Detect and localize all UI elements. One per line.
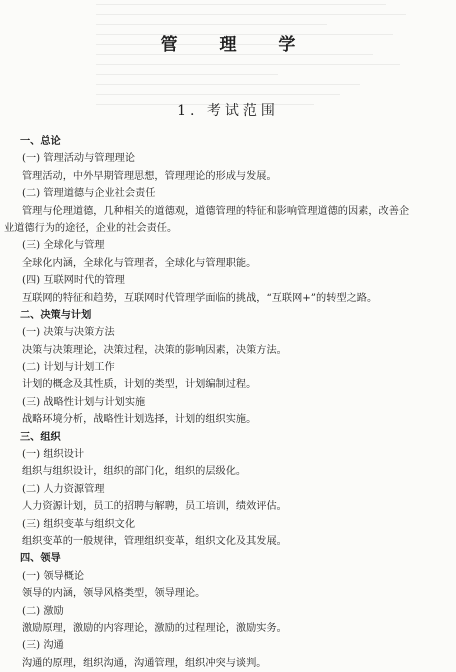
body-text-line: 决策与决策理论，决策过程，决策的影响因素，决策方法。 — [22, 344, 287, 356]
subsection-heading: (三) 组织变革与组织文化 — [22, 518, 136, 530]
body-text-line: 组织变革的一般规律，管理组织变革，组织文化及其发展。 — [22, 535, 287, 547]
subsection-heading: (三) 沟通 — [22, 640, 64, 652]
section-heading: 一、总论 — [20, 135, 61, 147]
document-title: 管 理 学 — [160, 35, 314, 55]
body-text-line: 激励原理，激励的内容理论，激励的过程理论，激励实务。 — [22, 622, 287, 634]
subsection-heading: (一) 管理活动与管理理论 — [22, 153, 136, 165]
subsection-heading: (二) 管理道德与企业社会责任 — [22, 188, 156, 200]
section-heading: 三、组织 — [20, 430, 61, 443]
subsection-heading: (一) 决策与决策方法 — [22, 327, 115, 339]
body-text-line: 领导的内涵，领导风格类型，领导理论。 — [22, 588, 206, 600]
body-text-line: 战略环境分析，战略性计划选择，计划的组织实施。 — [22, 414, 257, 426]
body-text-line: 计划的概念及其性质，计划的类型，计划编制过程。 — [22, 379, 257, 391]
section-title: 1. 考试范围 — [177, 103, 279, 119]
body-text-line: 全球化内涵，全球化与管理者，全球化与管理职能。 — [22, 257, 257, 269]
subsection-heading: (二) 人力资源管理 — [22, 483, 105, 495]
section-heading: 二、决策与计划 — [20, 308, 92, 321]
subsection-heading: (二) 激励 — [22, 605, 64, 617]
body-text-line: 管理与伦理道德，几种相关的道德观，道德管理的特征和影响管理道德的因素，改善企 — [22, 205, 410, 217]
body-text-line: 人力资源计划，员工的招聘与解聘，员工培训，绩效评估。 — [22, 501, 287, 513]
subsection-heading: (三) 全球化与管理 — [22, 240, 105, 252]
body-text-line: 沟通的原理，组织沟通，沟通管理，组织冲突与谈判。 — [22, 657, 267, 669]
section-heading: 四、领导 — [20, 552, 61, 565]
body-text-line: 互联网的特征和趋势，互联网时代管理学面临的挑战，“互联网+”的转型之路。 — [22, 292, 378, 304]
subsection-heading: (一) 领导概论 — [22, 570, 85, 582]
subsection-heading: (一) 组织设计 — [22, 449, 85, 461]
body-text-line: 管理活动，中外早期管理思想，管理理论的形成与发展。 — [22, 170, 277, 182]
subsection-heading: (四) 互联网时代的管理 — [22, 275, 125, 287]
body-text-line: 组织与组织设计，组织的部门化，组织的层级化。 — [22, 466, 247, 478]
subsection-heading: (二) 计划与计划工作 — [22, 362, 115, 374]
subsection-heading: (三) 战略性计划与计划实施 — [22, 396, 146, 408]
exam-scope-content — [4, 133, 450, 672]
body-text-continuation: 业道德行为的途径，企业的社会责任。 — [4, 222, 178, 234]
